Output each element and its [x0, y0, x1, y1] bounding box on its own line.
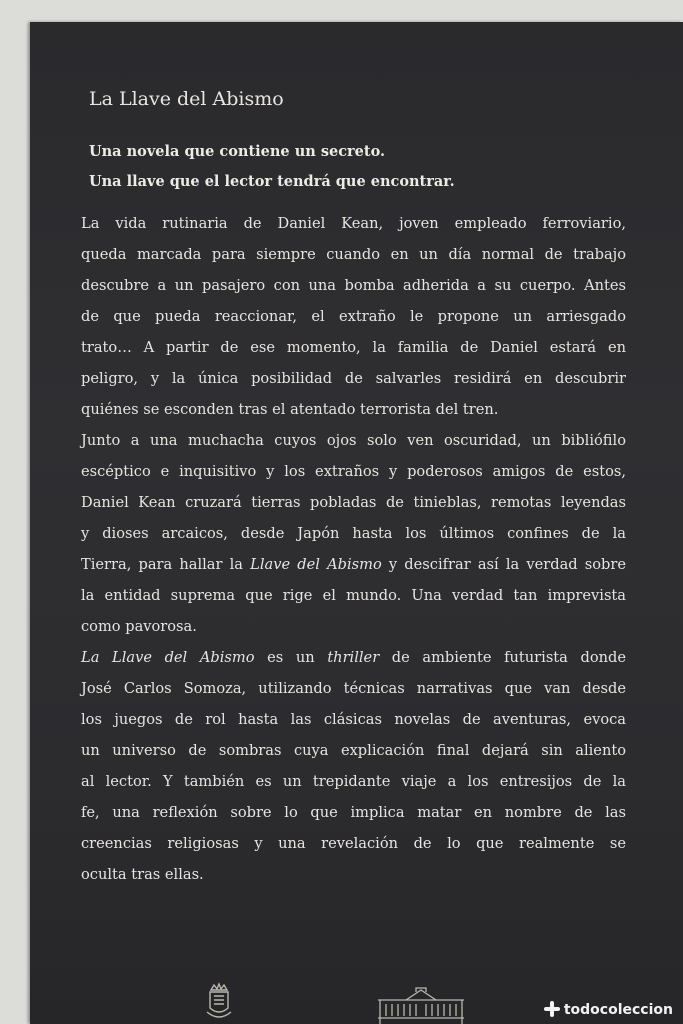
blurb-line: José Carlos Somoza, utilizando técnicas narrativas que van desde [81, 680, 626, 697]
blurb-line-part: es un [254, 649, 328, 666]
blurb-line: creencias religiosas y una revelación de lo que realmente se [81, 835, 626, 852]
blurb-line [81, 556, 626, 573]
blurb-line: como pavorosa. [81, 618, 197, 635]
blurb-line: quiénes se esconden tras el atentado terrorista del tren. [81, 401, 499, 418]
blurb-line: trato… A partir de ese momento, la familia de Daniel estará en [81, 339, 626, 356]
blurb-line: queda marcada para siempre cuando en un día normal de trabajo [81, 246, 626, 263]
blurb-line: escéptico e inquisitivo y los extraños y poderosos amigos de estos, [81, 463, 626, 480]
blurb-line: la entidad suprema que rige el mundo. Una verdad tan imprevista [81, 587, 626, 604]
blurb-line: Daniel Kean cruzará tierras pobladas de tinieblas, remotas leyendas [81, 494, 626, 511]
tagline-line-1: Una novela que contiene un secreto. [89, 143, 386, 160]
blurb-line-part: de ambiente futurista donde [379, 649, 626, 666]
tagline-line-2: Una llave que el lector tendrá que encontrar. [89, 173, 455, 190]
blurb-line: de que pueda reaccionar, el extraño le propone un arriesgado [81, 308, 626, 325]
blurb-line [81, 649, 626, 666]
blurb-line: descubre a un pasajero con una bomba adherida a su cuerpo. Antes [81, 277, 626, 294]
blurb-line-part: Tierra, para hallar la [81, 556, 251, 573]
blurb-line: un universo de sombras cuya explicación final dejará sin aliento [81, 742, 626, 759]
palace-facade-emblem-icon [376, 986, 466, 1024]
blurb-line: los juegos de rol hasta las clásicas novelas de aventuras, evoca [81, 711, 626, 728]
book-title-italic: Llave del Abismo [250, 556, 382, 573]
watermark [544, 1001, 673, 1018]
blurb-line: al lector. Y también es un trepidante viaje a los entresijos de la [81, 773, 626, 790]
blurb-line: oculta tras ellas. [81, 866, 204, 883]
blurb-line: y dioses arcaicos, desde Japón hasta los últimos confines de la [81, 525, 626, 542]
watermark-text: todocoleccion [563, 1002, 673, 1018]
todocoleccion-mark-icon [544, 1001, 560, 1017]
blurb-line: peligro, y la única posibilidad de salvarles residirá en descubrir [81, 370, 626, 387]
genre-italic: thriller [327, 649, 380, 666]
book-title-italic: La Llave del Abismo [81, 649, 255, 666]
crowned-shield-emblem-icon [203, 982, 235, 1024]
blurb-line: fe, una reflexión sobre lo que implica matar en nombre de las [81, 804, 626, 821]
book-title: La Llave del Abismo [89, 88, 284, 110]
blurb-line: La vida rutinaria de Daniel Kean, joven empleado ferroviario, [81, 215, 626, 232]
blurb-line: Junto a una muchacha cuyos ojos solo ven oscuridad, un bibliófilo [81, 432, 626, 449]
blurb-line-part: y descifrar así la verdad sobre [381, 556, 627, 573]
